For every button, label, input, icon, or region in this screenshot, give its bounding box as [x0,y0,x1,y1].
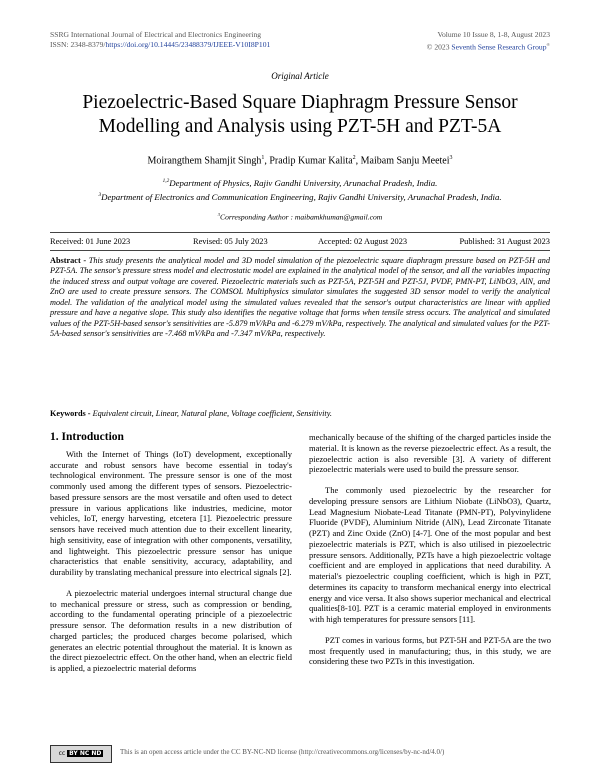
author-name: Moirangthem Shamjit Singh [147,155,262,167]
volume-header [427,30,550,53]
paragraph: PZT comes in various forms, but PZT-5H and PZT-5A are the two most frequently used in manufacturing; thus, in this study, we are considering these two PZTs in this investigation. [309,634,551,667]
author-name: Maibam Sanju Meetei [360,155,450,167]
author-name: Pradip Kumar Kalita [269,155,353,167]
divider [50,232,550,233]
published-date: Published: 31 August 2023 [459,237,550,246]
author-list: Moirangthem Shamjit Singh$^1$, Pradip Kumar Kalita$^2$, Maibam Sanju Meetei$^3$ [147,155,453,167]
publisher-link[interactable]: Seventh Sense Research Group [451,42,547,52]
copyright-line [427,40,550,53]
author-sup: 3 [449,155,453,161]
accepted-date: Accepted: 02 August 2023 [318,237,408,246]
column-right [309,432,551,667]
cc-license-badge[interactable] [50,742,112,760]
keywords-label: Keywords - [50,409,93,418]
author-sup: 2 [352,155,356,161]
revised-date: Revised: 05 July 2023 [193,237,268,246]
cc-badge: BY NC ND [69,750,102,757]
copyright-prefix: © 2023 [426,42,452,52]
article-type: Original Article [271,71,329,81]
affil-text: Department of Physics, Rajiv Gandhi University, Arunachal Pradesh, India. [169,178,438,188]
license-text: This is an open access article under the CC BY-NC-ND license (http://creativecommons.org/licenses/by-nc-nd/4.0/) [120,748,445,756]
issn: ISSN: 2348-8379/ [50,40,106,49]
affiliation-1 [0,178,600,188]
affiliation-2 [0,192,600,202]
affil-text: Department of Electronics and Communication Engineering, Rajiv Gandhi University, Arunachal Pradesh, India. [101,192,502,202]
keywords-text: Equivalent circuit, Linear, Natural plane, Voltage coefficient, Sensitivity. [92,409,332,418]
paragraph: mechanically because of the shifting of the charged particles inside the material. It is known as the reverse piezoelectric effect. As a result, the piezoelectric action is also reversible [3]. A variety of different piezoelectric materials were used to build the pressure sensor. [309,432,551,475]
corresponding-author [0,212,600,222]
volume-info: Volume 10 Issue 8, 1-8, August 2023 [437,30,550,39]
column-left [50,432,292,674]
affil-sup: 3 [98,192,102,199]
abstract-label: Abstract - [50,256,89,265]
doi-link[interactable]: https://doi.org/10.14445/23488379/IJEEE-V10I8P101 [105,40,271,49]
paragraph: With the Internet of Things (IoT) development, exceptionally accurate and robust sensors have become essential in today's technological environment. The pressure sensor is one of the most commonly used among the different types of sensors. Piezoelectric-based pressure sensors are the most versatile and often used to detect pressure in various applications like industries, medicine, motor vehicles, IoT, energy harvesting, etcetera [1]. Piezoelectric pressure sensors have received much attention due to their excellent linearity, high sensitivity, ease of integration with other components, versatility, and lightweight. This piezoelectric pressure sensor has unique characteristics that enable sensitivity, accuracy, adaptability, and durability by translating mechanical pressure into electrical signals [2]. [50,448,292,577]
paragraph: A piezoelectric material undergoes internal structural change due to mechanical pressure or stress, such as compression or bending, according to the fundamental operating principle of a piezoelectric pressure sensor. The deformation results in a new distribution of charged particles; the produced charges become polarised, which generates an electric potential throughout the material. It is known as the direct piezoelectric effect. On the other hand, when an electric field is applied, a piezoelectric material deforms [50,587,292,673]
corr-sup: 3 [217,212,221,217]
keywords [50,409,550,418]
divider [50,250,550,251]
paragraph: The commonly used piezoelectric by the researcher for developing pressure sensors are Lithium Niobate (LiNbO3), Quartz, Lead Magnesium Niobate-Lead Titanate (PMN-PT), Polyvinylidene Fluoride (PVDF), Aluminium Nitride (AlN), Lead Zirconate Titanate (PZT) and Zinc Oxide (ZnO) [4-7]. One of the most popular and best piezoelectric materials is PZT, which is also utilised in piezoelectric pressure sensors. Additionally, PZTs have a high piezoelectric voltage coefficient and are employed in applications that need durability. A material's piezoelectric coupling coefficient, which is high in PZT, determines its capacity to transform mechanical energy into electrical energy and vice versa. It also shows superior mechanical and electrical qualities[8-10]. PZT is a ceramic material employed in environments with high temperatures for pressure sensors [11]. [309,485,551,624]
affil-sup: 1,2 [162,178,170,185]
issn-doi-line [50,40,270,50]
author-sup: 1 [261,155,265,161]
received-date: Received: 01 June 2023 [50,237,131,246]
abstract-text: This study presents the analytical model and 3D model simulation of the piezoelectric square diaphragm pressure based on PZT-5H and PZT-5A. The sensor's pressure stress model and electrostatic model are explained in the analytical model of the sensor, and all the variables impacting the induced stress and output voltage are covered. Piezoelectric materials such as PZT-5A, PZT-5H and PZT-5J, PVDF, PMN-PT, LiNbO3, AlN, and ZnO are used to create pressure sensors. The COMSOL Multiphysics simulator simulates the suggested 3D sensor model to verify the analytical model. The validation of the analytical model using the simulated values revealed that the sensor's output characteristics are linear with applied pressure and have a negative slope. This study also identifies the negative voltage that forms when tensile stress occurs. The analytical and simulated values of the PZT-5H-based sensor's sensitivities are -5.879 mV/kPa and -6.279 mV/kPa, respectively. The analytical and simulated values for the PZT-5A-based sensor's sensitivities are -7.468 mV/kPa and -7.347 mV/kPa, respectively. [50,256,550,339]
abstract [50,256,550,340]
cc-license-icon [50,745,112,763]
registered-mark: ® [546,42,550,47]
journal-header [50,30,270,50]
section-heading: 1. Introduction [50,431,124,443]
cc-label: cc [58,750,66,757]
corr-text: Corresponding Author : maibamkhuman@gmail.com [220,212,383,222]
journal-name: SSRG International Journal of Electrical and Electronics Engineering [50,30,262,39]
paper-title: Piezoelectric-Based Square Diaphragm Pressure Sensor Modelling and Analysis using PZT-5H and PZT-5A [82,92,518,137]
